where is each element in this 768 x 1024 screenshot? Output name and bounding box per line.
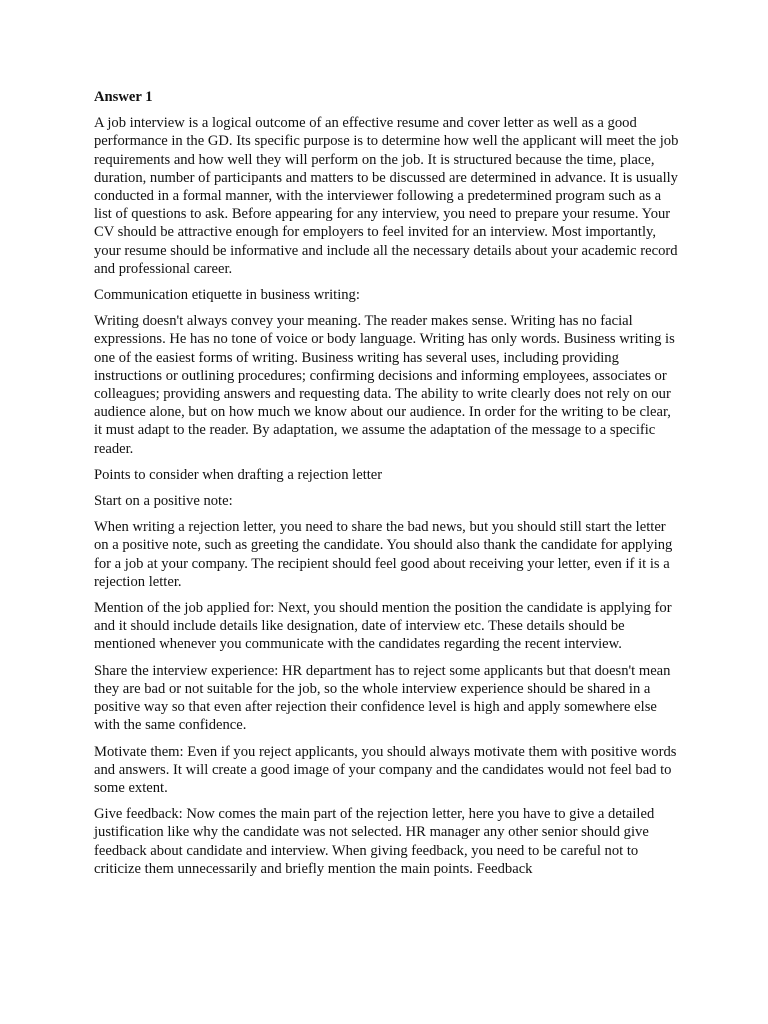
paragraph-intro: A job interview is a logical outcome of an effective resume and cover letter as well as a good performance in the GD. Its specific purpose is to determine how well the applicant will meet the job requirements and how well they will perform on the job. It is structured because the time, place, duration, number of participants and matters to be discussed are determined in advance. It is usually conducted in a formal manner, with the interviewer following a predetermined program such as a list of questions to ask. Before appearing for any interview, you need to prepare your resume. Your CV should be attractive enough for employers to feel invited for an interview. Most importantly, your resume should be informative and include all the necessary details about your academic record and professional career.	[94, 115, 679, 277]
paragraph-business-writing: Writing doesn't always convey your meaning. The reader makes sense. Writing has no facial expressions. He has no tone of voice or body language. Writing has only words. Business writing is one of the easiest forms of writing. Business writing has several uses, including providing instructions or outlining procedures; confirming decisions and informing employees, associates or colleagues; providing answers and requesting data. The ability to write clearly does not rely on our audience alone, but on how much we know about our audience. In order for the writing to be clear, it must adapt to the reader. By adaptation, we assume the adaptation of the message to a specific reader.	[94, 313, 675, 457]
paragraph-motivate: Motivate them: Even if you reject applicants, you should always motivate them with positive words and answers. It will create a good image of your company and the candidates would not feel bad to some extent.	[94, 743, 677, 796]
document-heading: Answer 1	[94, 89, 153, 105]
paragraph-positive-note-title: Start on a positive note:	[94, 493, 233, 510]
paragraph-job-applied: Mention of the job applied for: Next, you should mention the position the candidate is applying for and it should include details like designation, date of interview etc. These details should be mentioned whenever you communicate with the candidates regarding the recent interview.	[94, 600, 672, 653]
paragraph-communication-etiquette-title: Communication etiquette in business writing:	[94, 287, 360, 304]
document-page	[94, 88, 679, 886]
paragraph-interview-experience: Share the interview experience: HR department has to reject some applicants but that doesn't mean they are bad or not suitable for the job, so the whole interview experience should be shared in a positive way so that even after rejection their confidence level is high and apply somewhere else with the same confidence.	[94, 662, 671, 734]
paragraph-rejection-letter-points-title: Points to consider when drafting a rejection letter	[94, 466, 383, 483]
paragraph-positive-note: When writing a rejection letter, you need to share the bad news, but you should still start the letter on a positive note, such as greeting the candidate. You should also thank the candidate for applying for a job at your company. The recipient should feel good about receiving your letter, even if it is a rejection letter.	[94, 519, 673, 590]
paragraph-feedback: Give feedback: Now comes the main part of the rejection letter, here you have to give a detailed justification like why the candidate was not selected. HR manager any other senior should give feedback about candidate and interview. When giving feedback, you need to be careful not to criticize them unnecessarily and briefly mention the main points. Feedback	[94, 806, 655, 877]
